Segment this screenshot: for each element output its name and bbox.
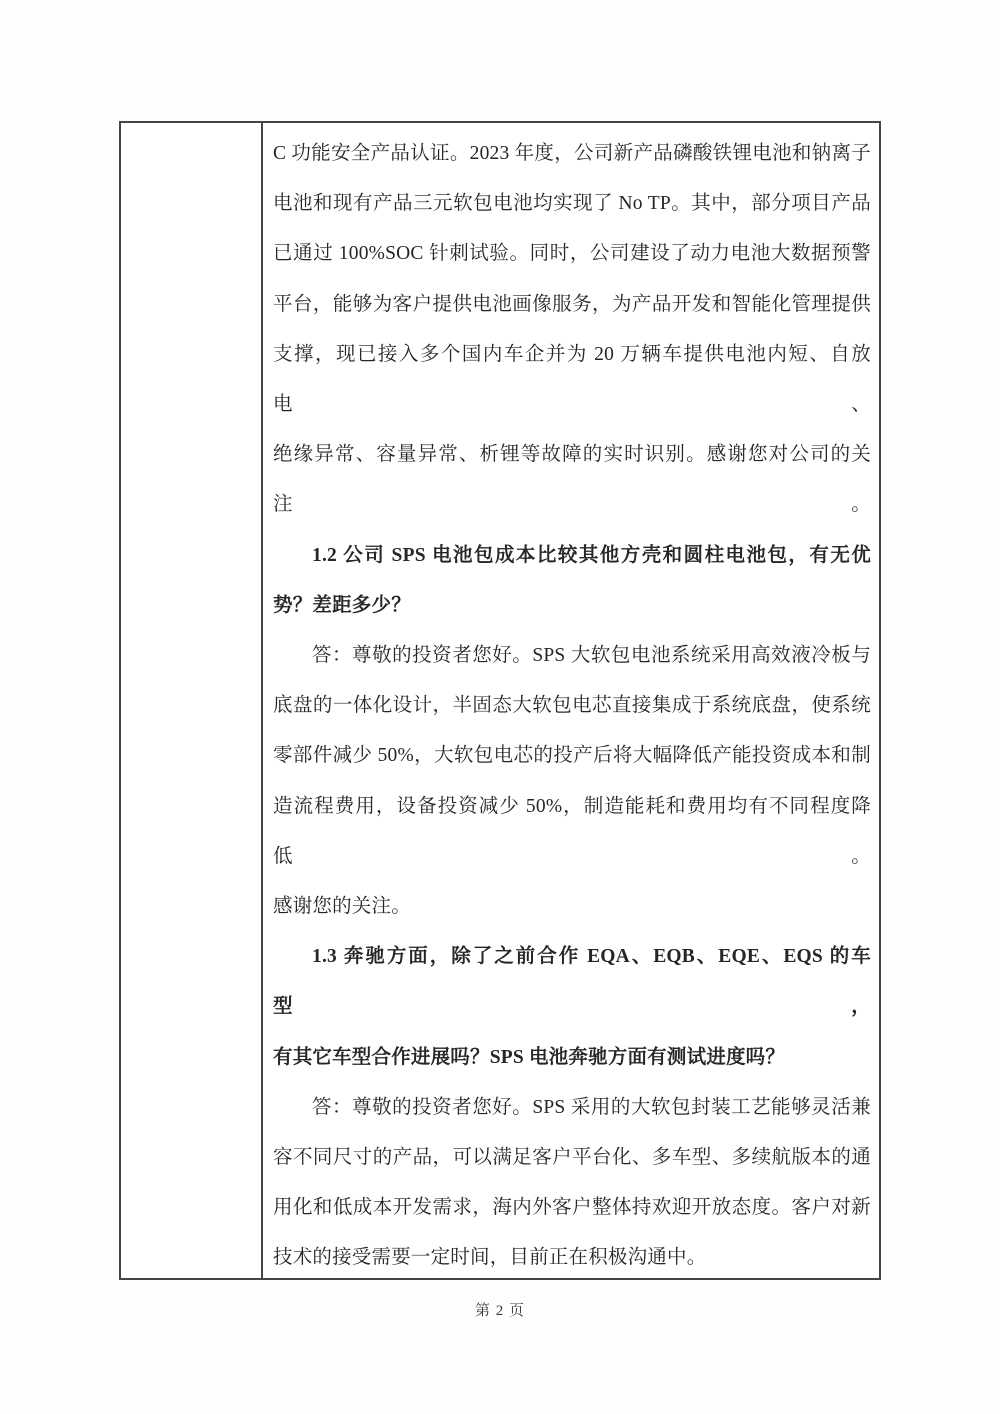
qa-table [119, 121, 881, 1280]
text-line: 答：尊敬的投资者您好。SPS 大软包电池系统采用高效液冷板与 [312, 645, 871, 667]
text-line: 技术的接受需要一定时间，目前正在积极沟通中。 [273, 1247, 707, 1269]
text-line: 1.2 公司 SPS 电池包成本比较其他方壳和圆柱电池包，有无优 [312, 544, 871, 566]
page-number-footer: 第 2 页 [474, 1303, 525, 1319]
text-line: 已通过 100%SOC 针刺试验。同时，公司建设了动力电池大数据预警 [273, 243, 871, 265]
text-line: 平台，能够为客户提供电池画像服务，为产品开发和智能化管理提供 [273, 293, 871, 315]
text-line: 底盘的一体化设计，半固态大软包电芯直接集成于系统底盘，使系统 [273, 695, 871, 717]
text-line: 用化和低成本开发需求，海内外客户整体持欢迎开放态度。客户对新 [273, 1197, 871, 1219]
text-line: 造流程费用，设备投资减少 50%，制造能耗和费用均有不同程度降低。 [273, 795, 871, 867]
text-line: 答：尊敬的投资者您好。SPS 采用的大软包封装工艺能够灵活兼 [312, 1096, 871, 1118]
text-line: 绝缘异常、容量异常、析锂等故障的实时识别。感谢您对公司的关注。 [273, 444, 871, 516]
text-line: C 功能安全产品认证。2023 年度，公司新产品磷酸铁锂电池和钠离子 [273, 143, 871, 164]
text-line: 电池和现有产品三元软包电池均实现了 No TP。其中，部分项目产品 [273, 193, 871, 215]
text-line: 支撑，现已接入多个国内车企并为 20 万辆车提供电池内短、自放电、 [273, 343, 871, 416]
text-line: 1.3 奔驰方面，除了之前合作 EQA、EQB、EQE、EQS 的车型， [273, 946, 871, 1018]
text-line: 零部件减少 50%，大软包电芯的投产后将大幅降低产能投资成本和制 [273, 745, 871, 767]
text-line: 势？差距多少？ [273, 594, 411, 616]
table-cell-answer-text [263, 123, 879, 1278]
text-line: 感谢您的关注。 [273, 896, 411, 918]
table-cell-left-empty [121, 123, 263, 1278]
text-line: 有其它车型合作进展吗？SPS 电池奔驰方面有测试进度吗？ [273, 1046, 786, 1068]
text-line: 容不同尺寸的产品，可以满足客户平台化、多车型、多续航版本的通 [273, 1147, 871, 1169]
